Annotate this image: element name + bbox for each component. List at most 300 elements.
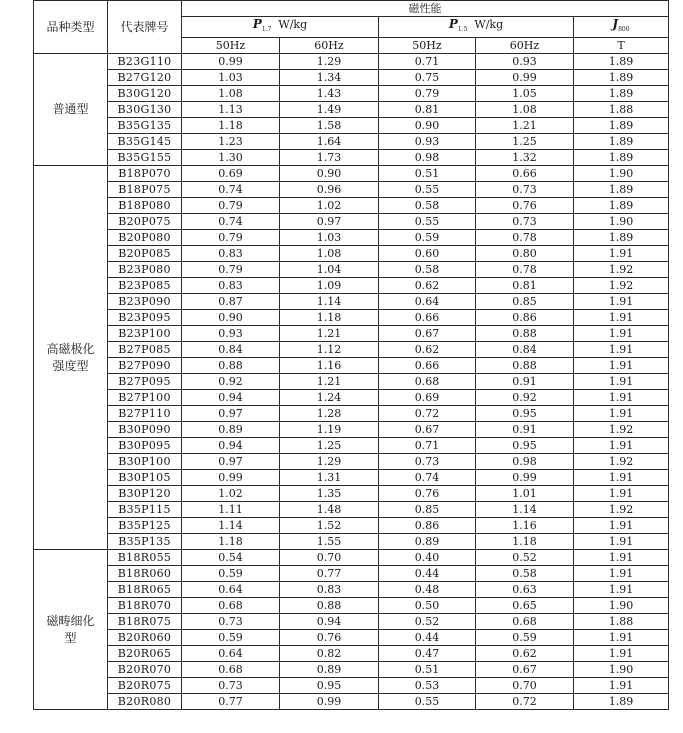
p15-60hz-cell: 0.93	[476, 54, 574, 70]
p17-60hz-cell: 1.09	[280, 278, 379, 294]
p15-50hz-cell: 0.79	[379, 86, 476, 102]
j800-cell: 1.91	[574, 534, 669, 550]
p17-60hz-cell: 1.12	[280, 342, 379, 358]
grade-cell: B27P110	[108, 406, 182, 422]
j800-cell: 1.89	[574, 150, 669, 166]
j800-cell: 1.89	[574, 86, 669, 102]
p15-50hz-cell: 0.81	[379, 102, 476, 118]
table-row	[34, 454, 669, 470]
p15-60hz-cell: 0.92	[476, 390, 574, 406]
p15-50hz-cell: 0.66	[379, 358, 476, 374]
j800-cell: 1.91	[574, 342, 669, 358]
grade-cell: B20R070	[108, 662, 182, 678]
p15-50hz-cell: 0.85	[379, 502, 476, 518]
p15-unit: W/kg	[474, 18, 504, 31]
grade-cell: B27P100	[108, 390, 182, 406]
p17-50hz-cell: 0.83	[182, 278, 280, 294]
p17-60hz-cell: 1.31	[280, 470, 379, 486]
table-row	[34, 54, 669, 70]
grade-cell: B18R060	[108, 566, 182, 582]
p17-50hz-cell: 0.83	[182, 246, 280, 262]
grade-cell: B27P095	[108, 374, 182, 390]
p17-50hz-cell: 0.90	[182, 310, 280, 326]
table-row	[34, 230, 669, 246]
p17-60hz-cell: 1.21	[280, 374, 379, 390]
p17-50hz-cell: 1.08	[182, 86, 280, 102]
p17-60hz-cell: 0.94	[280, 614, 379, 630]
j800-cell: 1.89	[574, 198, 669, 214]
j800-cell: 1.89	[574, 118, 669, 134]
p17-60hz-cell: 1.02	[280, 198, 379, 214]
p17-50hz-cell: 0.79	[182, 198, 280, 214]
p17-50hz-cell: 1.02	[182, 486, 280, 502]
table-row	[34, 438, 669, 454]
p15-60hz-cell: 1.32	[476, 150, 574, 166]
p17-50hz-cell: 0.87	[182, 294, 280, 310]
p17-60hz-cell: 1.19	[280, 422, 379, 438]
p15-50hz-cell: 0.55	[379, 182, 476, 198]
table-row	[34, 358, 669, 374]
p15-60hz-cell: 1.05	[476, 86, 574, 102]
j800-subscript: 800	[618, 26, 630, 34]
grade-cell: B20R060	[108, 630, 182, 646]
header-magnetic-properties: 磁性能	[182, 1, 669, 17]
p15-50hz-cell: 0.44	[379, 566, 476, 582]
p17-50hz-cell: 0.69	[182, 166, 280, 182]
table-row	[34, 294, 669, 310]
j800-cell: 1.91	[574, 678, 669, 694]
j800-cell: 1.89	[574, 230, 669, 246]
p15-50hz-cell: 0.55	[379, 214, 476, 230]
p17-50hz-cell: 0.99	[182, 470, 280, 486]
grade-cell: B18P070	[108, 166, 182, 182]
grade-cell: B18P080	[108, 198, 182, 214]
p17-60hz-cell: 1.64	[280, 134, 379, 150]
header-category: 品种类型	[34, 1, 108, 54]
p17-50hz-cell: 0.74	[182, 182, 280, 198]
p15-60hz-cell: 0.73	[476, 214, 574, 230]
p17-50hz-cell: 0.92	[182, 374, 280, 390]
p17-50hz-cell: 0.97	[182, 454, 280, 470]
j800-cell: 1.92	[574, 454, 669, 470]
p15-50hz-cell: 0.51	[379, 662, 476, 678]
table-row	[34, 214, 669, 230]
table-row	[34, 118, 669, 134]
j800-cell: 1.91	[574, 390, 669, 406]
table-row	[34, 678, 669, 694]
p15-60hz-cell: 0.65	[476, 598, 574, 614]
p15-60hz-cell: 0.80	[476, 246, 574, 262]
header-p17	[182, 17, 379, 38]
p17-60hz-cell: 1.14	[280, 294, 379, 310]
p15-50hz-cell: 0.62	[379, 342, 476, 358]
grade-cell: B20R075	[108, 678, 182, 694]
p15-60hz-cell: 0.78	[476, 262, 574, 278]
p15-50hz-cell: 0.89	[379, 534, 476, 550]
p17-50hz-cell: 0.64	[182, 582, 280, 598]
p15-60hz-cell: 0.66	[476, 166, 574, 182]
p17-60hz-cell: 1.73	[280, 150, 379, 166]
table-row	[34, 694, 669, 710]
j800-cell: 1.92	[574, 502, 669, 518]
table-row	[34, 262, 669, 278]
j800-cell: 1.91	[574, 630, 669, 646]
j800-cell: 1.91	[574, 582, 669, 598]
p17-50hz-cell: 0.89	[182, 422, 280, 438]
p17-50hz-cell: 0.68	[182, 662, 280, 678]
j800-cell: 1.91	[574, 374, 669, 390]
p17-60hz-cell: 1.04	[280, 262, 379, 278]
j800-cell: 1.89	[574, 694, 669, 710]
grade-cell: B30P090	[108, 422, 182, 438]
header-j800	[574, 17, 669, 38]
p17-50hz-cell: 1.03	[182, 70, 280, 86]
p17-50hz-cell: 1.14	[182, 518, 280, 534]
p17-60hz-cell: 1.25	[280, 438, 379, 454]
p15-60hz-cell: 0.58	[476, 566, 574, 582]
grade-cell: B35G155	[108, 150, 182, 166]
header-p17-50hz: 50Hz	[182, 38, 280, 54]
p15-60hz-cell: 1.08	[476, 102, 574, 118]
j800-cell: 1.91	[574, 310, 669, 326]
header-p15-60hz: 60Hz	[476, 38, 574, 54]
p17-60hz-cell: 0.97	[280, 214, 379, 230]
p17-50hz-cell: 0.79	[182, 230, 280, 246]
grade-cell: B27P090	[108, 358, 182, 374]
p15-60hz-cell: 0.76	[476, 198, 574, 214]
p17-50hz-cell: 0.84	[182, 342, 280, 358]
p17-60hz-cell: 1.34	[280, 70, 379, 86]
p17-60hz-cell: 1.35	[280, 486, 379, 502]
table-row	[34, 278, 669, 294]
grade-cell: B30P105	[108, 470, 182, 486]
table-row	[34, 374, 669, 390]
j800-cell: 1.88	[574, 614, 669, 630]
p17-50hz-cell: 1.23	[182, 134, 280, 150]
grade-cell: B23P080	[108, 262, 182, 278]
grade-cell: B27P085	[108, 342, 182, 358]
p15-50hz-cell: 0.58	[379, 262, 476, 278]
p15-50hz-cell: 0.73	[379, 454, 476, 470]
grade-cell: B20P075	[108, 214, 182, 230]
j800-cell: 1.91	[574, 518, 669, 534]
p15-50hz-cell: 0.76	[379, 486, 476, 502]
table-row	[34, 342, 669, 358]
p17-60hz-cell: 1.28	[280, 406, 379, 422]
table-row	[34, 502, 669, 518]
p17-60hz-cell: 0.99	[280, 694, 379, 710]
p17-60hz-cell: 1.24	[280, 390, 379, 406]
p17-50hz-cell: 0.73	[182, 678, 280, 694]
p17-60hz-cell: 0.88	[280, 598, 379, 614]
p17-50hz-cell: 0.73	[182, 614, 280, 630]
p15-50hz-cell: 0.93	[379, 134, 476, 150]
p15-50hz-cell: 0.48	[379, 582, 476, 598]
p15-50hz-cell: 0.68	[379, 374, 476, 390]
table-row	[34, 422, 669, 438]
table-row	[34, 646, 669, 662]
p17-60hz-cell: 1.48	[280, 502, 379, 518]
magnetic-properties-table	[33, 0, 669, 710]
p17-60hz-cell: 1.58	[280, 118, 379, 134]
p15-60hz-cell: 0.95	[476, 438, 574, 454]
table-row	[34, 70, 669, 86]
p17-60hz-cell: 0.82	[280, 646, 379, 662]
j800-cell: 1.90	[574, 662, 669, 678]
p17-50hz-cell: 0.94	[182, 390, 280, 406]
p17-50hz-cell: 0.93	[182, 326, 280, 342]
p15-50hz-cell: 0.75	[379, 70, 476, 86]
header-p15	[379, 17, 574, 38]
p15-50hz-cell: 0.47	[379, 646, 476, 662]
grade-cell: B20P080	[108, 230, 182, 246]
category-cell: 普通型	[34, 54, 108, 166]
j800-cell: 1.88	[574, 102, 669, 118]
p17-60hz-cell: 0.95	[280, 678, 379, 694]
table-row	[34, 390, 669, 406]
j800-cell: 1.90	[574, 598, 669, 614]
table-row	[34, 550, 669, 566]
p15-50hz-cell: 0.58	[379, 198, 476, 214]
p15-subscript: 1.5	[457, 26, 468, 34]
p15-50hz-cell: 0.72	[379, 406, 476, 422]
grade-cell: B23P090	[108, 294, 182, 310]
p17-50hz-cell: 0.77	[182, 694, 280, 710]
p15-60hz-cell: 0.98	[476, 454, 574, 470]
table-row	[34, 406, 669, 422]
j800-cell: 1.91	[574, 326, 669, 342]
p15-60hz-cell: 0.95	[476, 406, 574, 422]
grade-cell: B30P100	[108, 454, 182, 470]
grade-cell: B27G120	[108, 70, 182, 86]
grade-cell: B35P125	[108, 518, 182, 534]
p17-60hz-cell: 0.90	[280, 166, 379, 182]
p15-60hz-cell: 0.91	[476, 374, 574, 390]
p15-60hz-cell: 1.16	[476, 518, 574, 534]
p17-60hz-cell: 1.03	[280, 230, 379, 246]
p15-50hz-cell: 0.59	[379, 230, 476, 246]
p17-60hz-cell: 0.70	[280, 550, 379, 566]
p15-50hz-cell: 0.50	[379, 598, 476, 614]
p17-60hz-cell: 0.83	[280, 582, 379, 598]
table-row	[34, 198, 669, 214]
table-row	[34, 102, 669, 118]
table-row	[34, 630, 669, 646]
table-body	[34, 54, 669, 710]
p15-50hz-cell: 0.90	[379, 118, 476, 134]
p17-60hz-cell: 0.77	[280, 566, 379, 582]
p17-60hz-cell: 1.43	[280, 86, 379, 102]
p15-60hz-cell: 0.88	[476, 326, 574, 342]
p15-60hz-cell: 1.18	[476, 534, 574, 550]
p15-60hz-cell: 0.72	[476, 694, 574, 710]
p15-60hz-cell: 0.91	[476, 422, 574, 438]
p15-60hz-cell: 0.59	[476, 630, 574, 646]
p17-unit: W/kg	[278, 18, 308, 31]
j800-cell: 1.91	[574, 486, 669, 502]
p15-50hz-cell: 0.67	[379, 326, 476, 342]
table-row	[34, 582, 669, 598]
grade-cell: B20R080	[108, 694, 182, 710]
category-cell: 高磁极化强度型	[34, 166, 108, 550]
p15-60hz-cell: 0.81	[476, 278, 574, 294]
p17-60hz-cell: 1.08	[280, 246, 379, 262]
header-j800-unit: T	[574, 38, 669, 54]
p15-60hz-cell: 0.67	[476, 662, 574, 678]
p15-50hz-cell: 0.71	[379, 54, 476, 70]
p17-50hz-cell: 0.54	[182, 550, 280, 566]
p15-60hz-cell: 0.99	[476, 470, 574, 486]
p15-50hz-cell: 0.52	[379, 614, 476, 630]
p15-50hz-cell: 0.74	[379, 470, 476, 486]
j800-cell: 1.90	[574, 166, 669, 182]
j800-cell: 1.90	[574, 214, 669, 230]
p17-60hz-cell: 1.55	[280, 534, 379, 550]
p17-60hz-cell: 1.49	[280, 102, 379, 118]
p17-50hz-cell: 0.94	[182, 438, 280, 454]
j800-cell: 1.92	[574, 262, 669, 278]
p15-60hz-cell: 0.62	[476, 646, 574, 662]
p15-60hz-cell: 0.88	[476, 358, 574, 374]
grade-cell: B18R070	[108, 598, 182, 614]
p17-symbol: P	[252, 17, 262, 31]
p17-subscript: 1.7	[261, 26, 272, 34]
grade-cell: B18R075	[108, 614, 182, 630]
table-row	[34, 150, 669, 166]
p15-60hz-cell: 0.99	[476, 70, 574, 86]
p15-60hz-cell: 0.84	[476, 342, 574, 358]
j800-cell: 1.91	[574, 246, 669, 262]
j800-cell: 1.91	[574, 470, 669, 486]
p17-50hz-cell: 1.30	[182, 150, 280, 166]
p15-50hz-cell: 0.98	[379, 150, 476, 166]
p15-60hz-cell: 0.85	[476, 294, 574, 310]
p17-60hz-cell: 1.21	[280, 326, 379, 342]
p15-50hz-cell: 0.62	[379, 278, 476, 294]
j800-cell: 1.92	[574, 422, 669, 438]
p17-50hz-cell: 0.79	[182, 262, 280, 278]
grade-cell: B23P085	[108, 278, 182, 294]
table-row	[34, 470, 669, 486]
p17-50hz-cell: 0.88	[182, 358, 280, 374]
table-row	[34, 518, 669, 534]
j800-cell: 1.89	[574, 54, 669, 70]
j800-cell: 1.91	[574, 406, 669, 422]
j800-cell: 1.91	[574, 294, 669, 310]
table-row	[34, 534, 669, 550]
header-p17-60hz: 60Hz	[280, 38, 379, 54]
p17-50hz-cell: 1.13	[182, 102, 280, 118]
table-row	[34, 662, 669, 678]
p15-50hz-cell: 0.71	[379, 438, 476, 454]
p17-60hz-cell: 1.52	[280, 518, 379, 534]
header-grade: 代表牌号	[108, 1, 182, 54]
p15-50hz-cell: 0.55	[379, 694, 476, 710]
j800-cell: 1.89	[574, 182, 669, 198]
grade-cell: B18P075	[108, 182, 182, 198]
table-row	[34, 614, 669, 630]
j800-cell: 1.89	[574, 70, 669, 86]
table-row	[34, 486, 669, 502]
grade-cell: B20P085	[108, 246, 182, 262]
p15-60hz-cell: 1.21	[476, 118, 574, 134]
header-p15-50hz: 50Hz	[379, 38, 476, 54]
p17-60hz-cell: 0.89	[280, 662, 379, 678]
p17-50hz-cell: 0.59	[182, 630, 280, 646]
j800-cell: 1.92	[574, 278, 669, 294]
p17-60hz-cell: 0.96	[280, 182, 379, 198]
p17-60hz-cell: 1.29	[280, 454, 379, 470]
grade-cell: B35P135	[108, 534, 182, 550]
grade-cell: B35P115	[108, 502, 182, 518]
p17-50hz-cell: 1.11	[182, 502, 280, 518]
p15-60hz-cell: 0.68	[476, 614, 574, 630]
p17-60hz-cell: 1.16	[280, 358, 379, 374]
p15-60hz-cell: 1.25	[476, 134, 574, 150]
p15-50hz-cell: 0.69	[379, 390, 476, 406]
p15-60hz-cell: 1.01	[476, 486, 574, 502]
p15-50hz-cell: 0.66	[379, 310, 476, 326]
p15-60hz-cell: 0.86	[476, 310, 574, 326]
category-cell: 磁畴细化型	[34, 550, 108, 710]
j800-cell: 1.89	[574, 134, 669, 150]
p17-50hz-cell: 0.97	[182, 406, 280, 422]
p15-50hz-cell: 0.51	[379, 166, 476, 182]
grade-cell: B30G120	[108, 86, 182, 102]
grade-cell: B18R055	[108, 550, 182, 566]
grade-cell: B35G135	[108, 118, 182, 134]
p17-50hz-cell: 0.99	[182, 54, 280, 70]
p15-60hz-cell: 0.63	[476, 582, 574, 598]
p15-60hz-cell: 0.52	[476, 550, 574, 566]
p15-50hz-cell: 0.44	[379, 630, 476, 646]
table-row	[34, 326, 669, 342]
p15-50hz-cell: 0.40	[379, 550, 476, 566]
grade-cell: B18R065	[108, 582, 182, 598]
p17-50hz-cell: 0.59	[182, 566, 280, 582]
p15-50hz-cell: 0.64	[379, 294, 476, 310]
j800-cell: 1.91	[574, 358, 669, 374]
p17-50hz-cell: 0.64	[182, 646, 280, 662]
table-row	[34, 134, 669, 150]
j800-cell: 1.91	[574, 550, 669, 566]
j800-symbol: J	[612, 17, 619, 31]
p17-50hz-cell: 1.18	[182, 534, 280, 550]
p17-60hz-cell: 1.18	[280, 310, 379, 326]
table-row	[34, 310, 669, 326]
table-row	[34, 566, 669, 582]
grade-cell: B30P095	[108, 438, 182, 454]
p15-symbol: P	[448, 17, 458, 31]
p15-60hz-cell: 1.14	[476, 502, 574, 518]
p15-50hz-cell: 0.60	[379, 246, 476, 262]
p15-60hz-cell: 0.78	[476, 230, 574, 246]
grade-cell: B23P095	[108, 310, 182, 326]
p15-50hz-cell: 0.67	[379, 422, 476, 438]
j800-cell: 1.91	[574, 566, 669, 582]
grade-cell: B35G145	[108, 134, 182, 150]
grade-cell: B30G130	[108, 102, 182, 118]
p17-50hz-cell: 0.68	[182, 598, 280, 614]
p17-50hz-cell: 0.74	[182, 214, 280, 230]
table-row	[34, 246, 669, 262]
grade-cell: B23P100	[108, 326, 182, 342]
p17-60hz-cell: 0.76	[280, 630, 379, 646]
table-row	[34, 598, 669, 614]
p15-50hz-cell: 0.86	[379, 518, 476, 534]
p15-50hz-cell: 0.53	[379, 678, 476, 694]
grade-cell: B23G110	[108, 54, 182, 70]
